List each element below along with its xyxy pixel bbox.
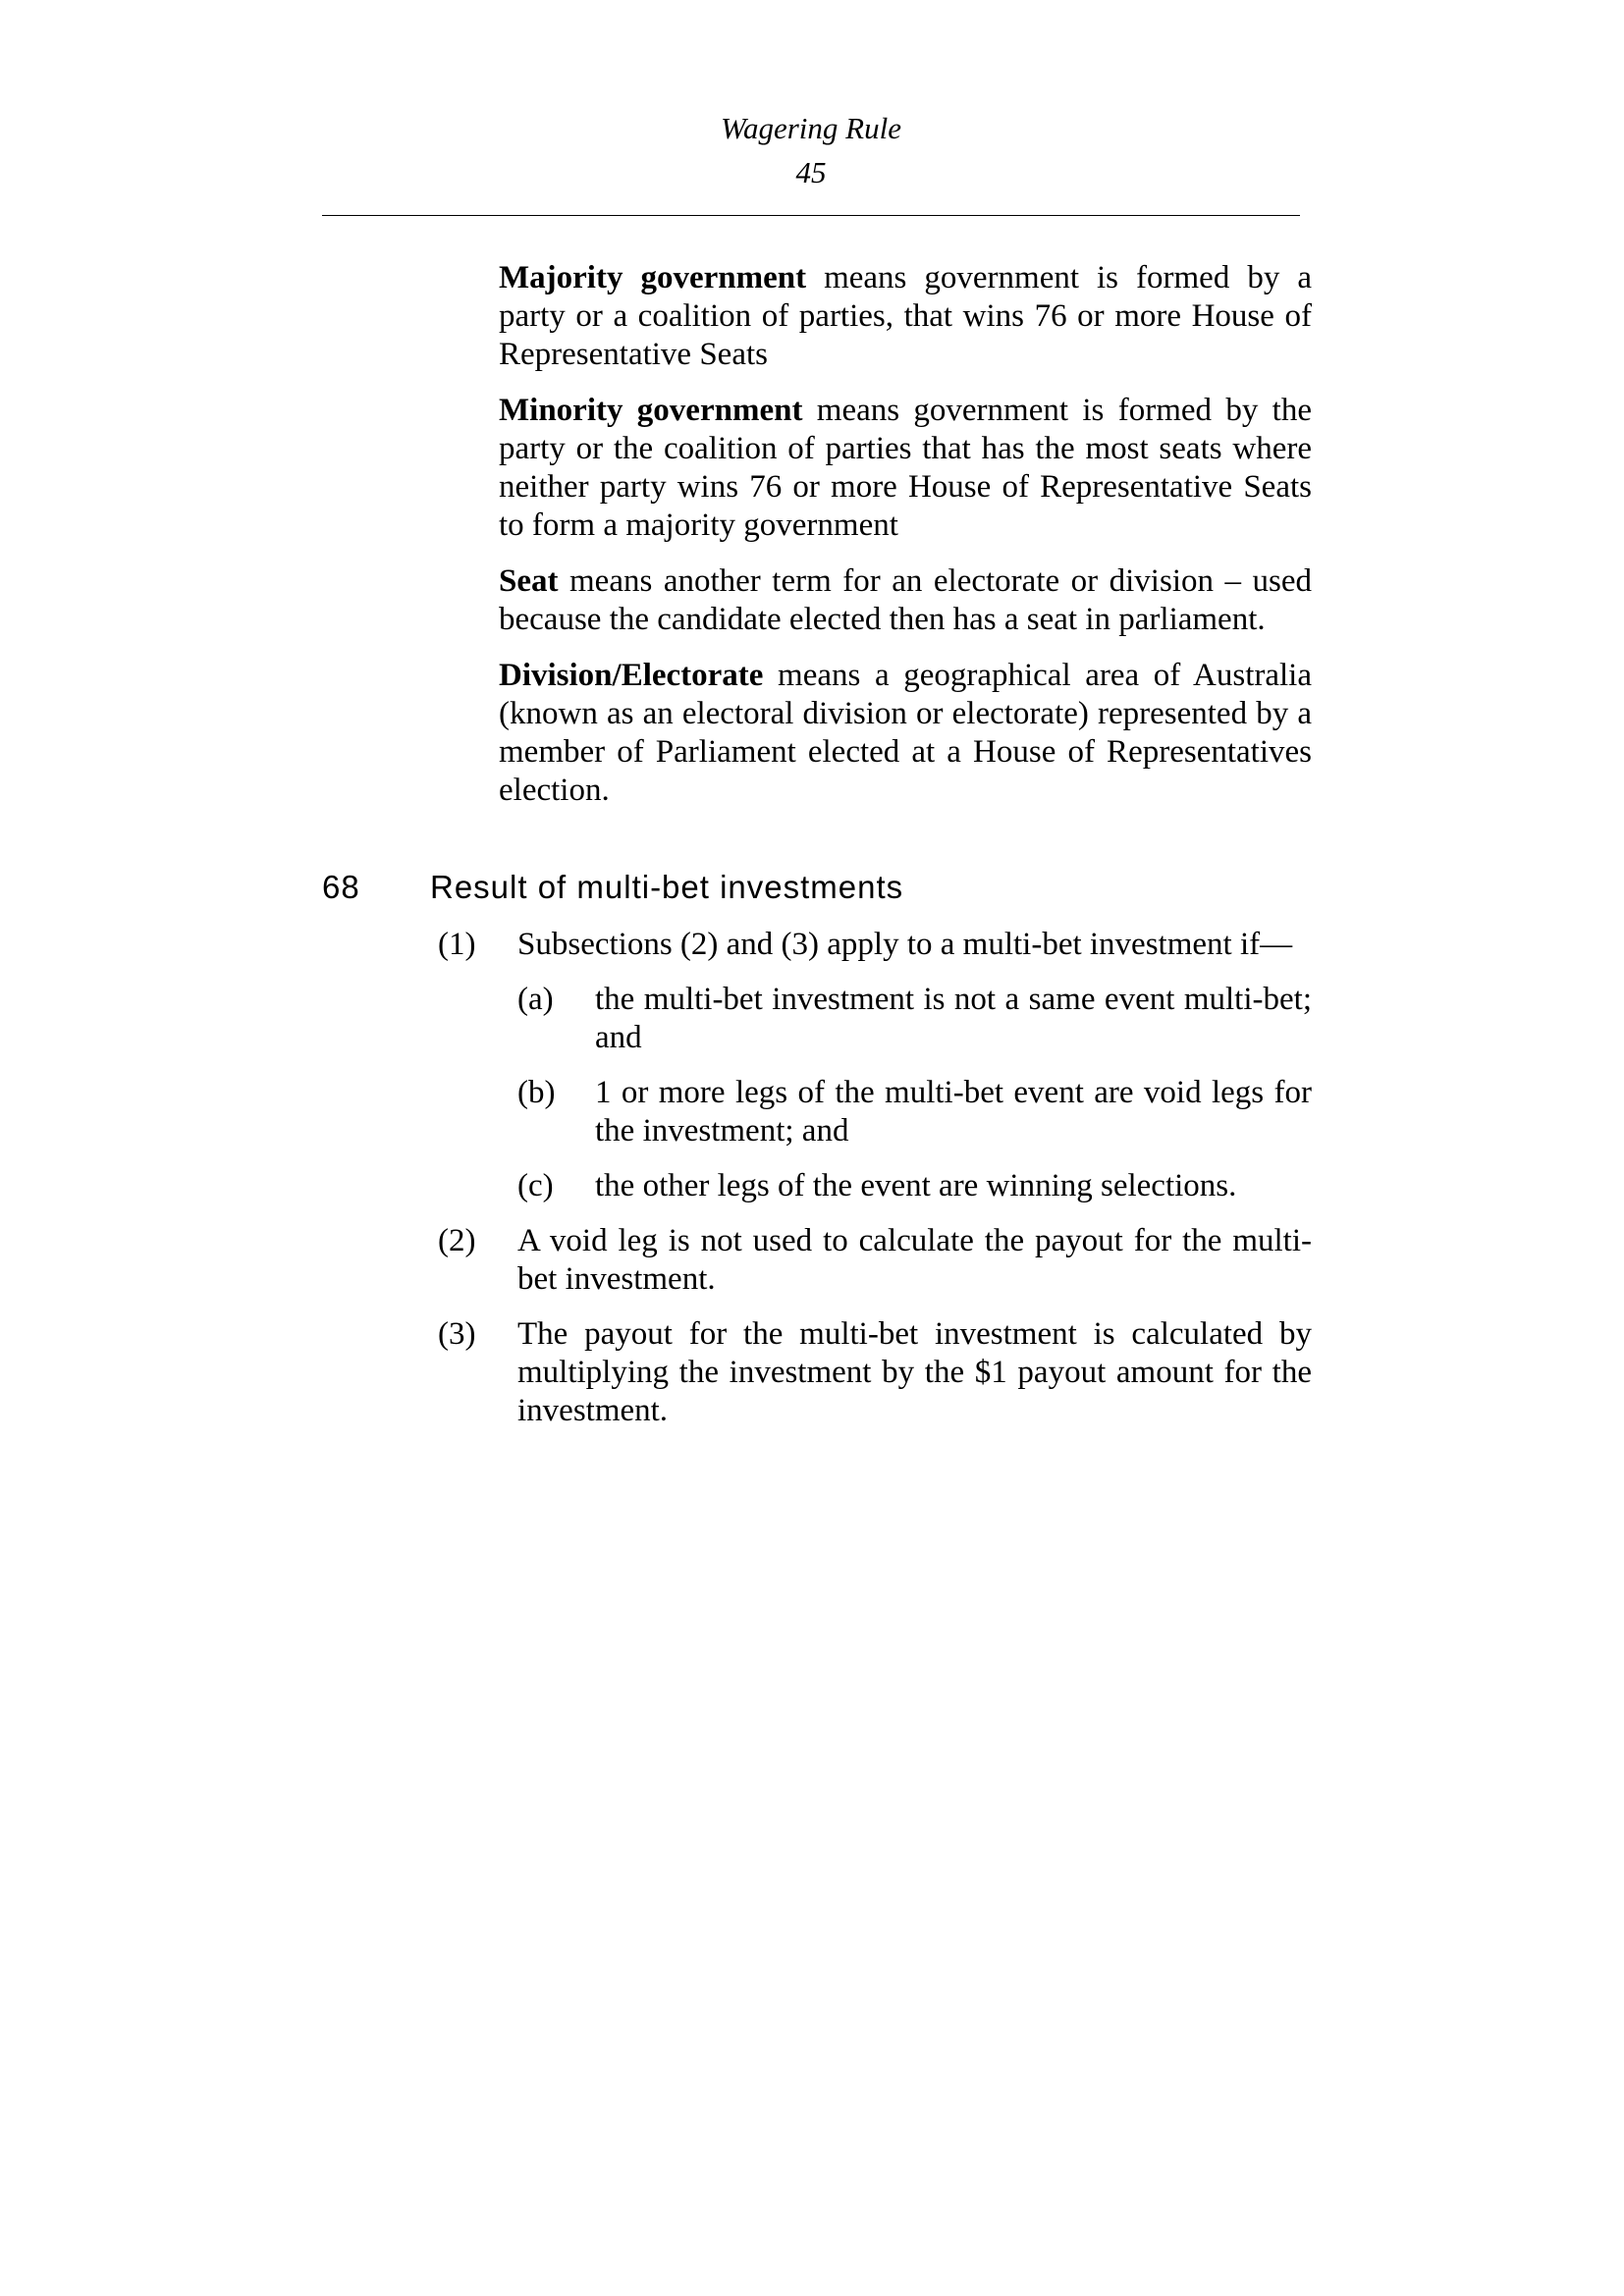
definition-term: Division/Electorate (499, 658, 764, 693)
paragraph-text: the other legs of the event are winning selections. (595, 1168, 1237, 1203)
header-title: Wagering Rule (721, 111, 901, 145)
definition-text: means a geographical area of Australia (known as an electoral division or electorate) represented by a member of Parliament elected at a House of Representatives election. (499, 658, 1312, 808)
definition-term: Minority government (499, 393, 803, 428)
subsection-text: The payout for the multi-bet investment is calculated by multiplying the investment by the $1 payout amount for the investment. (517, 1316, 1312, 1428)
paragraph-text: 1 or more legs of the multi-bet event are void legs for the investment; and (595, 1075, 1312, 1148)
paragraph-text: the multi-bet investment is not a same event multi-bet; and (595, 982, 1312, 1055)
subsection-text: Subsections (2) and (3) apply to a multi-bet investment if— (517, 927, 1293, 962)
definition-seat (499, 562, 1312, 639)
paragraph-marker: (a) (517, 982, 554, 1017)
section-title: Result of multi-bet investments (430, 869, 904, 905)
subsection-1 (322, 926, 1312, 964)
definitions-list (499, 259, 1312, 828)
subsection-marker: (1) (438, 927, 476, 962)
definition-text: means government is formed by the party or the coalition of parties that has the most seats where neither party wins 76 or more House of Representative Seats to form a majority government (499, 393, 1312, 543)
paragraph-b (322, 1074, 1312, 1150)
running-header (322, 106, 1300, 194)
subsection-marker: (2) (438, 1223, 476, 1258)
paragraph-c (322, 1167, 1312, 1205)
definition-minority-government (499, 392, 1312, 545)
definition-text: means another term for an electorate or division – used because the candidate elected then has a seat in parliament. (499, 563, 1312, 637)
definition-majority-government (499, 259, 1312, 374)
header-rule (322, 215, 1300, 216)
paragraph-marker: (b) (517, 1075, 556, 1110)
subsection-text: A void leg is not used to calculate the payout for the multi-bet investment. (517, 1223, 1312, 1297)
section-body (322, 926, 1312, 1447)
section-number: 68 (322, 869, 360, 905)
subsection-2 (322, 1222, 1312, 1299)
definition-term: Majority government (499, 260, 807, 295)
paragraph-marker: (c) (517, 1168, 554, 1203)
page-number: 45 (795, 155, 827, 189)
definition-text: means government is formed by a party or a coalition of parties, that wins 76 or more House of Representative Seats (499, 260, 1312, 372)
definition-division-electorate (499, 657, 1312, 810)
definition-term: Seat (499, 563, 559, 599)
paragraph-a (322, 981, 1312, 1057)
subsection-3 (322, 1315, 1312, 1430)
subsection-marker: (3) (438, 1316, 476, 1352)
